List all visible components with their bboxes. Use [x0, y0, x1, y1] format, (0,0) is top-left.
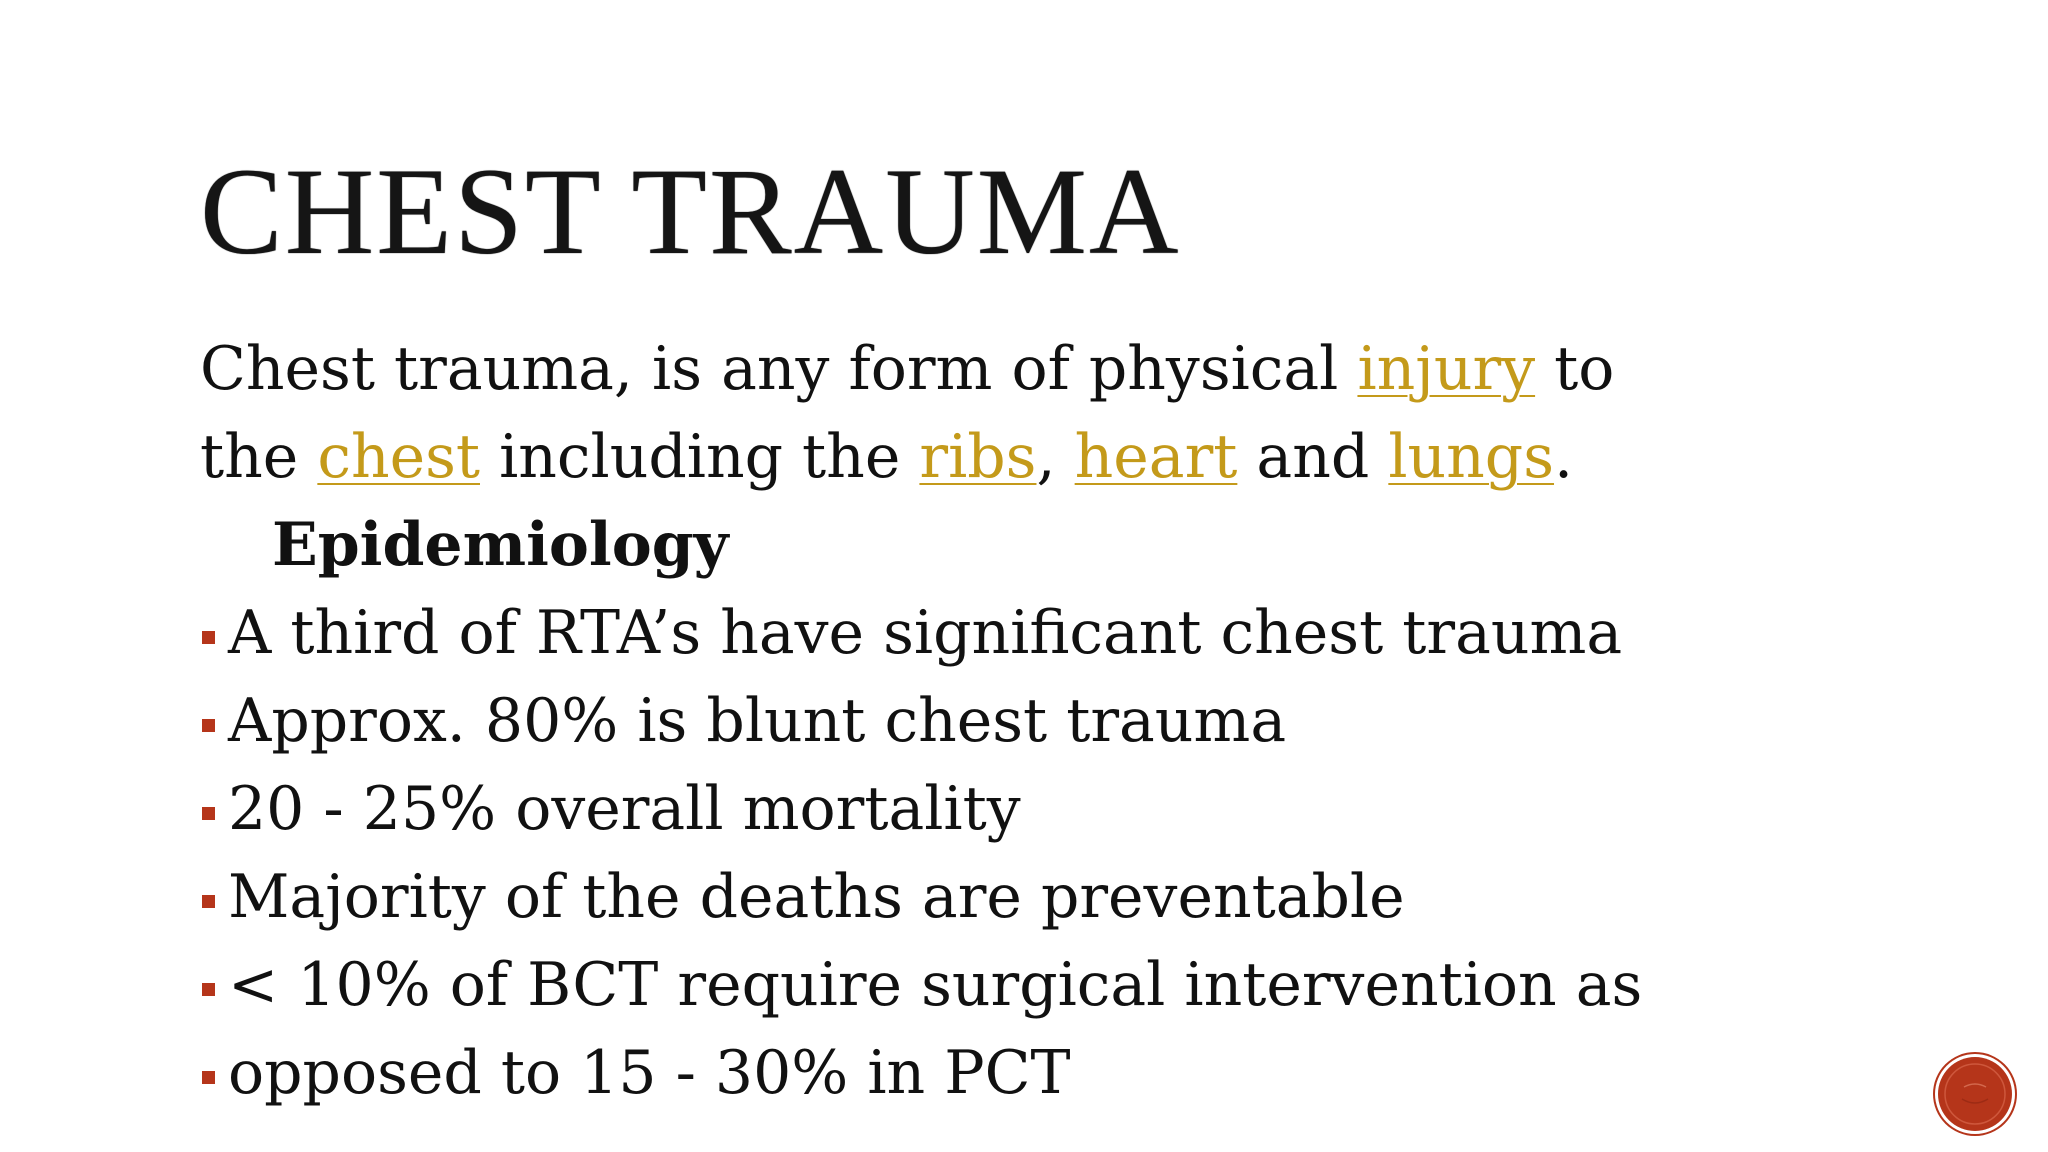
list-item	[200, 765, 1700, 853]
link-ribs[interactable]: ribs	[919, 422, 1037, 492]
bullet-text: A third of RTA’s have significant chest trauma	[228, 598, 1623, 668]
bullet-text: Majority of the deaths are preventable	[228, 862, 1405, 932]
list-item	[200, 1029, 1700, 1117]
bullet-text: 20 - 25% overall mortality	[228, 774, 1021, 844]
link-chest[interactable]: chest	[317, 422, 480, 492]
circle-nav-icon	[1938, 1057, 2012, 1131]
list-item	[200, 589, 1700, 677]
slide-title: CHEST TRAUMA	[200, 143, 1181, 280]
square-bullet-icon	[202, 895, 215, 908]
intro-text-3: including the	[480, 422, 920, 492]
intro-text-1: Chest trauma, is any form of physical	[200, 334, 1358, 404]
intro-text-4: ,	[1036, 422, 1075, 492]
bullet-text: Approx. 80% is blunt chest trauma	[228, 686, 1287, 756]
link-lungs[interactable]: lungs	[1388, 422, 1555, 492]
intro-text-6: .	[1554, 422, 1574, 492]
slide-content	[200, 325, 1700, 1117]
slide-nav-button[interactable]	[1938, 1057, 2012, 1131]
intro-text-5: and	[1237, 422, 1389, 492]
square-bullet-icon	[202, 631, 215, 644]
intro-paragraph	[200, 325, 1700, 501]
link-heart[interactable]: heart	[1074, 422, 1238, 492]
square-bullet-icon	[202, 983, 215, 996]
list-item	[200, 853, 1700, 941]
list-item	[200, 677, 1700, 765]
intro-text-2: to the	[200, 334, 1615, 492]
square-bullet-icon	[202, 1071, 215, 1084]
square-bullet-icon	[202, 719, 215, 732]
bullet-text: opposed to 15 - 30% in PCT	[228, 1038, 1071, 1108]
square-bullet-icon	[202, 807, 215, 820]
list-item	[200, 941, 1700, 1029]
subheading-epidemiology: Epidemiology	[272, 510, 729, 580]
bullet-text: < 10% of BCT require surgical intervention as	[228, 950, 1643, 1020]
link-injury[interactable]: injury	[1357, 334, 1536, 404]
bullet-list	[200, 589, 1700, 1117]
